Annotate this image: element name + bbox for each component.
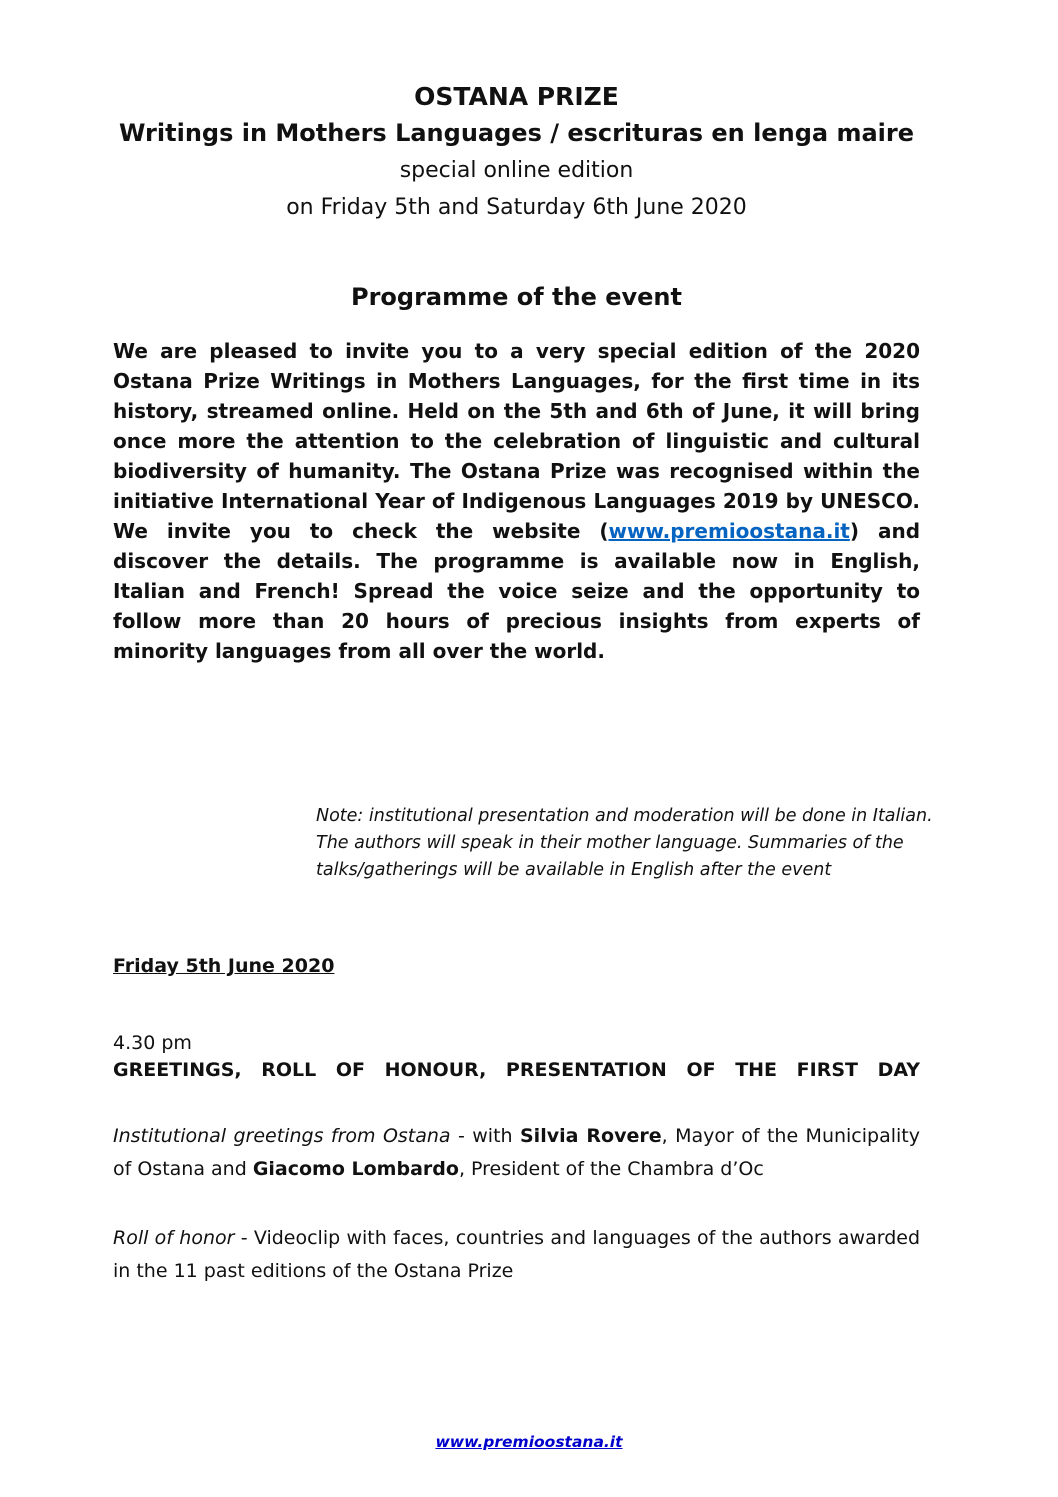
session-time: 4.30 pm: [113, 1032, 192, 1054]
text-segment: Roll of honor: [113, 1227, 235, 1249]
text-segment: - with: [450, 1125, 520, 1147]
text-segment: We are pleased to invite you to a very special edition of the 2020 Ostana Prize Writings in Mothers Languages, for the first time in its history, streamed online. Held on the 5th and 6th of June, it will bring once more the attention to the celebration of linguistic and cultural biodiversity of humanity. The Ostana Prize was recognised within the initiative International Year of Indigenous Languages 2019 by UNESCO. We invite you to check the website (: [113, 339, 920, 543]
programme-heading: Programme of the event: [350, 283, 682, 311]
edition-line: special online edition: [399, 158, 634, 183]
inline-link[interactable]: www.premioostana.it: [608, 519, 850, 543]
document-subtitle: Writings in Mothers Languages / escrituras en lenga maire: [119, 119, 914, 147]
text-segment: Giacomo Lombardo: [252, 1158, 459, 1180]
day-heading-friday: Friday 5th June 2020: [113, 955, 335, 977]
text-segment: Institutional greetings from Ostana: [113, 1125, 451, 1147]
text-segment: - Videoclip with faces, countries and languages of the authors awarded in the 11 past editions of the Ostana Prize: [113, 1227, 921, 1282]
document-title: OSTANA PRIZE: [414, 82, 619, 111]
session-title: GREETINGS, ROLL OF HONOUR, PRESENTATION OF THE FIRST DAY: [113, 1059, 920, 1081]
session-item-roll-of-honor: [113, 1222, 920, 1288]
note-block: Note: institutional presentation and moderation will be done in Italian. The authors will speak in their mother language. Summaries of the talks/gatherings will be available in English after the event: [316, 806, 933, 880]
document-header: [113, 78, 920, 226]
text-segment: , President of the Chambra d’Oc: [458, 1158, 764, 1180]
text-segment: , Mayor of the Municipality of Ostana and: [113, 1125, 920, 1180]
intro-paragraph: [113, 336, 920, 666]
document-footer: [0, 1432, 1058, 1451]
text-segment: ) and discover the details. The programme is available now in English, Italian and French! Spread the voice seize and the opportunity to follow more than 20 hours of precious insights from experts of minority languages from all over the world.: [113, 519, 921, 663]
session-item-institutional-greetings: [113, 1120, 920, 1186]
event-dates: on Friday 5th and Saturday 6th June 2020: [286, 195, 747, 220]
footer-link[interactable]: www.premioostana.it: [435, 1433, 623, 1451]
text-segment: Silvia Rovere: [520, 1125, 662, 1147]
